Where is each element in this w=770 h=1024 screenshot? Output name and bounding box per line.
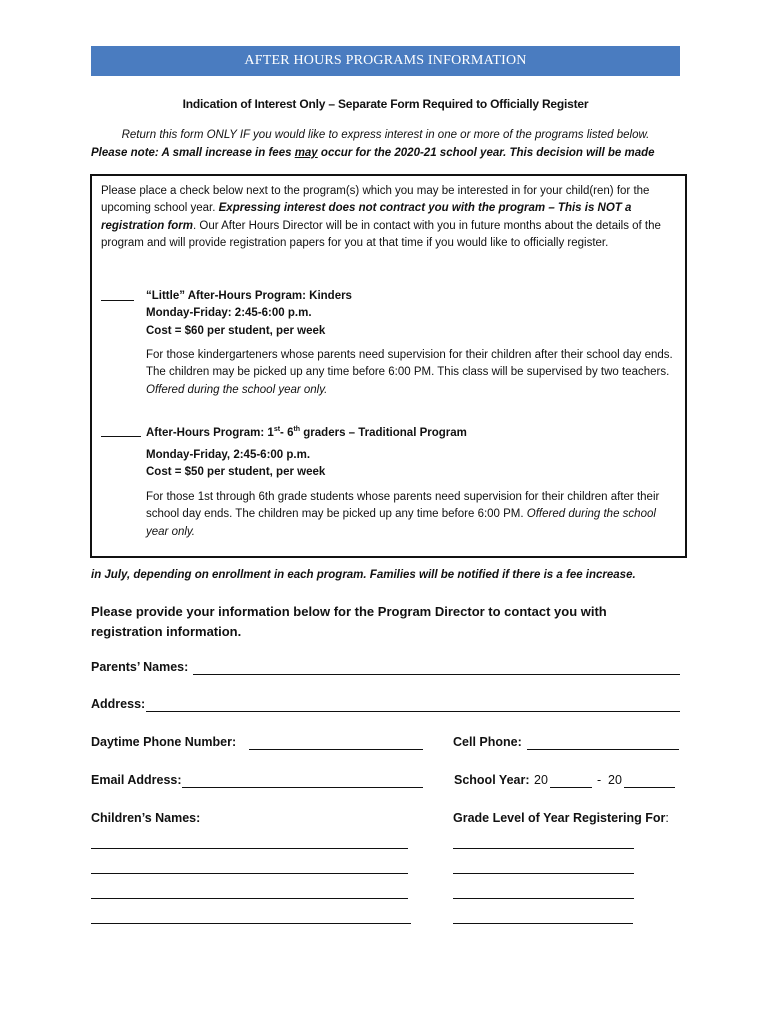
grade-level-label <box>453 811 669 825</box>
school-year-end-input[interactable] <box>624 787 675 788</box>
box-intro-bold: Expressing interest does not contract you with the program – This is NOT a registration form <box>101 202 632 232</box>
school-year-prefix-2: 20 <box>608 773 622 787</box>
address-label: Address: <box>91 697 146 711</box>
grade-level-input-3[interactable] <box>453 898 634 899</box>
program2-checkbox-blank[interactable] <box>101 436 141 437</box>
program1-description <box>146 347 681 399</box>
school-year-label: School Year: <box>454 773 530 787</box>
program2-desc-italic: Offered during the school year only. <box>146 508 656 538</box>
address-input[interactable] <box>146 711 680 712</box>
parents-names-label: Parents’ Names: <box>91 660 189 674</box>
program1-desc-italic: Offered during the school year only. <box>146 383 328 396</box>
program2-title <box>146 426 467 439</box>
program1-checkbox-blank[interactable] <box>101 300 134 301</box>
intro-line-1: Return this form ONLY IF you would like to express interest in one or more of the programs listed below. <box>121 129 650 141</box>
program2-sup-th: th <box>293 426 301 433</box>
program2-title-b: - 6 <box>280 426 294 439</box>
cell-phone-input[interactable] <box>527 749 679 750</box>
form-banner-title: AFTER HOURS PROGRAMS INFORMATION <box>91 46 680 76</box>
child-name-input-2[interactable] <box>91 873 408 874</box>
parents-names-input[interactable] <box>193 674 680 675</box>
school-year-separator: - <box>597 773 602 787</box>
email-input[interactable] <box>182 787 423 788</box>
program2-title-c: graders – Traditional Program <box>300 426 467 439</box>
intro-line-2-b: occur for the 2020-21 school year. This decision will be made <box>317 147 655 159</box>
program1-cost: Cost = $60 per student, per week <box>146 325 326 337</box>
school-year-prefix-1: 20 <box>534 773 548 787</box>
program2-sup-st: st <box>273 426 281 433</box>
grade-level-input-1[interactable] <box>453 848 634 849</box>
program2-desc-text: For those 1st through 6th grade students whose parents need supervision for their children after their school day ends. The children may be picked up any time before 6:00 PM. <box>146 491 660 521</box>
daytime-phone-input[interactable] <box>249 749 423 750</box>
program1-schedule: Monday-Friday: 2:45-6:00 p.m. <box>146 307 312 319</box>
box-intro-a: Please place a check below next to the program(s) which you may be interested in for your child(ren) for the upcoming school year. <box>101 185 650 215</box>
child-name-input-3[interactable] <box>91 898 408 899</box>
intro-line-2-may: may <box>294 147 318 159</box>
cell-phone-label: Cell Phone: <box>453 735 522 749</box>
program2-schedule: Monday-Friday, 2:45-6:00 p.m. <box>146 449 311 461</box>
email-label: Email Address: <box>91 773 182 787</box>
box-intro-b: . Our After Hours Director will be in contact with you in future months about the details of the program and will provide registration papers for you at that time if you would like to officially register. <box>101 219 661 249</box>
grade-level-input-4[interactable] <box>453 923 633 924</box>
program1-title: “Little” After-Hours Program: Kinders <box>146 290 352 302</box>
program2-description <box>146 489 681 541</box>
grade-level-text: Grade Level of Year Registering For <box>453 811 666 825</box>
fee-notice-continued: in July, depending on enrollment in each program. Families will be notified if there is a fee increase. <box>91 569 636 581</box>
childrens-names-label: Children’s Names: <box>91 811 201 825</box>
program-box-intro <box>101 183 681 252</box>
intro-line-2 <box>91 147 680 159</box>
daytime-phone-label: Daytime Phone Number: <box>91 735 237 749</box>
grade-level-colon: : <box>665 811 669 825</box>
program2-cost: Cost = $50 per student, per week <box>146 466 326 478</box>
intro-line-2-a: Please note: A small increase in fees <box>91 147 295 159</box>
program1-desc-text: For those kindergarteners whose parents need supervision for their children after their school day ends. The children may be picked up any time before 6:00 PM. This class will be supervised by two teachers. <box>146 349 673 379</box>
child-name-input-4[interactable] <box>91 923 411 924</box>
form-subtitle: Indication of Interest Only – Separate Form Required to Officially Register <box>182 97 589 111</box>
child-name-input-1[interactable] <box>91 848 408 849</box>
contact-instructions: Please provide your information below for the Program Director to contact you with registration information. <box>91 604 607 639</box>
school-year-start-input[interactable] <box>550 787 592 788</box>
grade-level-input-2[interactable] <box>453 873 634 874</box>
program2-title-a: After-Hours Program: 1 <box>146 426 274 439</box>
